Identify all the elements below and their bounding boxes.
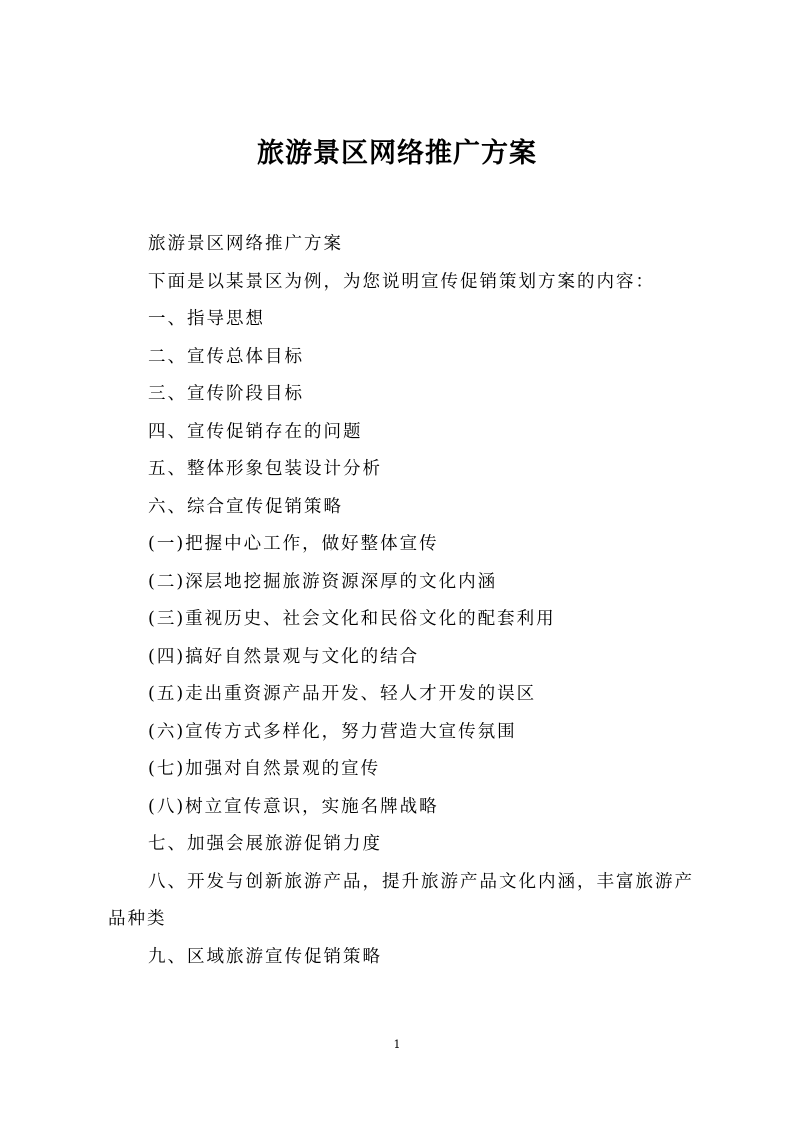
paragraph: 五、整体形象包装设计分析 (148, 459, 382, 479)
paragraph: (八)树立宣传意识，实施名牌战略 (148, 796, 439, 817)
page-number: 1 (393, 1038, 401, 1051)
document-title: 旅游景区网络推广方案 (257, 138, 537, 169)
paragraph: (六)宣传方式多样化，努力营造大宣传氛围 (148, 721, 517, 742)
paragraph: (七)加强对自然景观的宣传 (148, 759, 381, 779)
paragraph: 六、综合宣传促销策略 (148, 496, 343, 517)
document-body (108, 226, 708, 976)
paragraph: (一)把握中心工作，做好整体宣传 (148, 534, 439, 554)
paragraph: 二、宣传总体目标 (148, 346, 304, 367)
paragraph: 一、指导思想 (148, 309, 265, 329)
paragraph: 三、宣传阶段目标 (148, 384, 304, 404)
paragraph: 旅游景区网络推广方案 (148, 234, 343, 254)
paragraph: 下面是以某景区为例，为您说明宣传促销策划方案的内容： (148, 271, 655, 292)
paragraph: 八、开发与创新旅游产品，提升旅游产品文化内涵，丰富旅游产品种类 (108, 871, 694, 929)
paragraph: 九、区域旅游宣传促销策略 (148, 946, 382, 967)
paragraph: (三)重视历史、社会文化和民俗文化的配套利用 (148, 609, 556, 629)
paragraph: (四)搞好自然景观与文化的结合 (148, 646, 420, 667)
paragraph: (二)深层地挖掘旅游资源深厚的文化内涵 (148, 571, 498, 592)
paragraph: 七、加强会展旅游促销力度 (148, 834, 382, 854)
paragraph: (五)走出重资源产品开发、轻人才开发的误区 (148, 684, 537, 704)
paragraph: 四、宣传促销存在的问题 (148, 421, 363, 442)
